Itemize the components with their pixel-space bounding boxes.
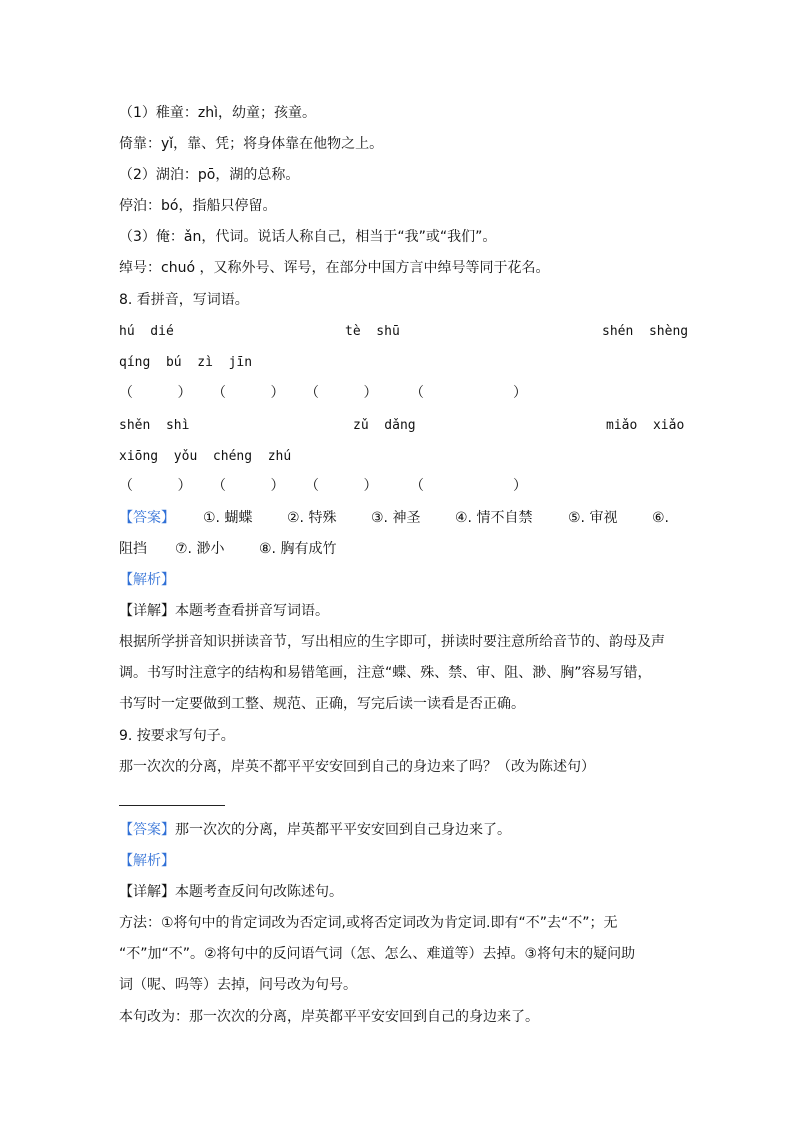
q8-title: 8. 看拼音，写词语。 [119, 292, 249, 308]
q8-explanation-1: 根据所学拼音知识拼读音节，写出相应的生字即可，拼读时要注意所给音节的、韵母及声 [119, 634, 665, 650]
q9-method-2: “不”加“不”。②将句中的反问语气词（怎、怎么、难道等）去掉。③将句末的疑问助 [119, 946, 636, 962]
pinyin-shenshi: shěn shì [119, 418, 190, 433]
q8-answer-1: ①. 蝴蝶 [203, 510, 253, 526]
q8-detail: 【详解】本题考查看拼音写词语。 [119, 603, 329, 619]
q9-answer-label: 【答案】 [119, 822, 175, 838]
note-line-4: 停泊：bó，指船只停留。 [119, 198, 277, 214]
answer-blank-7: （ ） [305, 478, 378, 494]
q8-answer-3: ③. 神圣 [371, 510, 421, 526]
q8-answer-2: ②. 特殊 [287, 510, 337, 526]
q8-answer-6-cont: 阻挡 [119, 541, 147, 557]
answer-blank-8: （ ） [410, 478, 528, 494]
answer-blank-1: （ ） [119, 385, 192, 401]
note-line-6: 绰号：chuó ，又称外号、诨号，在部分中国方言中绰号等同于花名。 [119, 260, 550, 276]
q9-question: 那一次次的分离，岸英不都平平安安回到自己的身边来了吗？（改为陈述句） [119, 759, 595, 775]
pinyin-shensheng: shén shèng [602, 324, 689, 339]
pinyin-teshu: tè shū [345, 324, 400, 339]
note-line-1: （1）稚童：zhì，幼童；孩童。 [119, 105, 317, 121]
pinyin-xiongyouchengzhu: xiōng yǒu chéng zhú [119, 449, 292, 464]
pinyin-miaoxiao: miǎo xiǎo [606, 418, 685, 433]
answer-blank-2: （ ） [212, 385, 285, 401]
answer-blank-5: （ ） [119, 478, 192, 494]
q8-answer-7: ⑦. 渺小 [175, 541, 225, 557]
q9-method-3: 词（呢、吗等）去掉，问号改为句号。 [119, 977, 357, 993]
pinyin-qingbuzijin: qíng bú zì jīn [119, 355, 253, 370]
pinyin-hudie: hú dié [119, 324, 174, 339]
answer-blank-4: （ ） [410, 385, 528, 401]
q8-analysis-label: 【解析】 [119, 572, 175, 588]
note-line-2: 倚靠：yǐ，靠、凭；将身体靠在他物之上。 [119, 136, 384, 152]
q8-answer-8: ⑧. 胸有成竹 [259, 541, 337, 557]
q9-title: 9. 按要求写句子。 [119, 728, 235, 744]
q8-answer-6: ⑥. [652, 510, 670, 526]
q9-detail: 【详解】本题考查反问句改陈述句。 [119, 884, 343, 900]
pinyin-zudang: zǔ dǎng [353, 418, 416, 433]
q9-answer: 那一次次的分离，岸英都平平安安回到自己身边来了。 [175, 822, 511, 838]
q9-result: 本句改为：那一次次的分离，岸英都平平安安回到自己的身边来了。 [119, 1009, 539, 1025]
q9-analysis-label: 【解析】 [119, 853, 175, 869]
note-line-5: （3）俺：ǎn，代词。说话人称自己，相当于“我”或“我们”。 [119, 229, 497, 245]
q8-answer-4: ④. 情不自禁 [455, 510, 533, 526]
answer-blank-6: （ ） [212, 478, 285, 494]
note-line-3: （2）湖泊：pō，湖的总称。 [119, 167, 300, 183]
q8-explanation-2: 调。书写时注意字的结构和易错笔画，注意“蝶、殊、禁、审、阻、渺、胸”容易写错， [119, 665, 652, 681]
q9-method-1: 方法：①将句中的肯定词改为否定词,或将否定词改为肯定词.即有“不”去“不”；无 [119, 915, 618, 931]
q8-answer-5: ⑤. 审视 [568, 510, 618, 526]
q8-explanation-3: 书写时一定要做到工整、规范、正确，写完后读一读看是否正确。 [119, 696, 525, 712]
answer-blank-3: （ ） [305, 385, 378, 401]
answer-underline [119, 805, 225, 806]
q8-answer-label: 【答案】 [119, 510, 175, 526]
